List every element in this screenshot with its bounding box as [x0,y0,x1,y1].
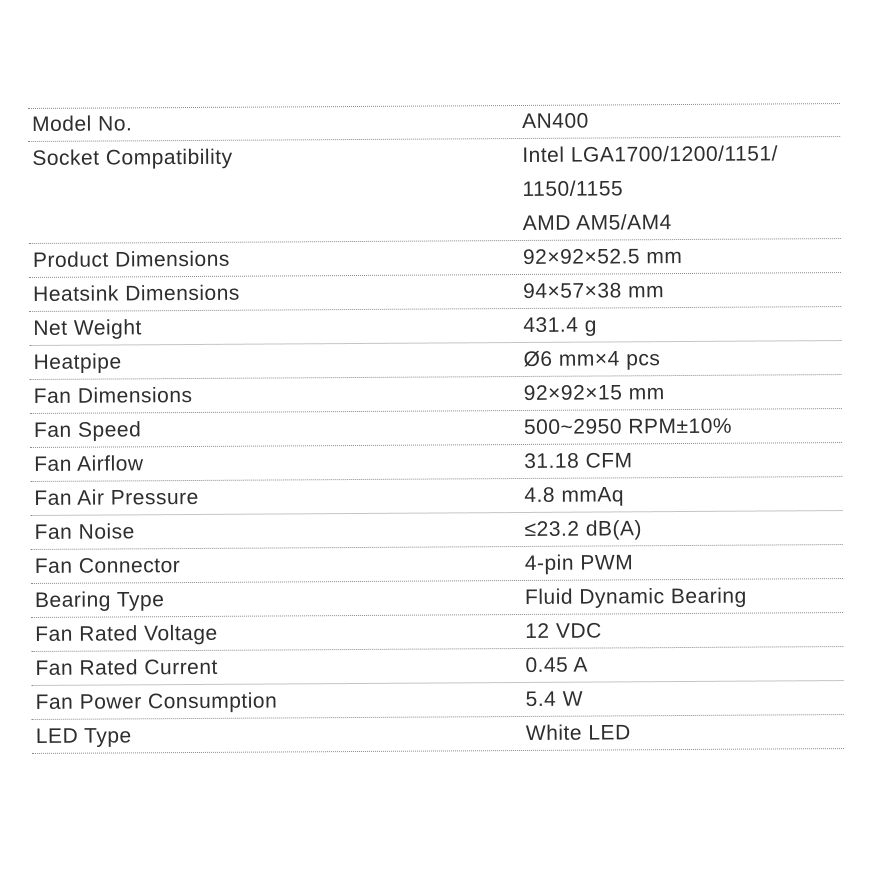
spec-label: LED Type [35,723,132,748]
spec-value: Ø6 mm×4 pcs [523,346,661,371]
spec-value: 4-pin PWM [524,550,634,575]
spec-row-fan-rated-current [31,647,843,686]
spec-label: Fan Rated Voltage [35,621,218,646]
spec-row-heatpipe [29,341,841,380]
spec-label: Fan Connector [34,553,181,578]
spec-value-line: AMD AM5/AM4 [522,211,672,235]
spec-value [522,137,841,241]
spec-label: Heatsink Dimensions [33,281,240,306]
spec-value-line: Intel LGA1700/1200/1151/ [522,142,779,167]
spec-row-fan-air-pressure [30,477,842,516]
spec-value: 31.18 CFM [524,448,633,473]
spec-row-socket-compatibility [28,137,841,244]
spec-row-fan-rated-voltage [31,613,843,652]
spec-label: Product Dimensions [32,247,230,272]
spec-label: Fan Noise [34,519,135,544]
spec-row-model-no [28,103,840,142]
spec-label: Fan Dimensions [33,383,193,408]
spec-value-line: 1150/1155 [522,177,624,201]
spec-value: 92×92×15 mm [523,380,665,405]
spec-row-led-type [32,715,844,754]
spec-value: 12 VDC [525,619,602,643]
spec-row-fan-power-consumption [32,681,844,720]
spec-row-fan-airflow [30,443,842,482]
spec-value: 0.45 A [525,653,589,677]
spec-table [28,103,844,754]
spec-value: White LED [525,720,631,745]
spec-row-fan-dimensions [30,375,842,414]
spec-value: 92×92×52.5 mm [522,244,683,269]
spec-value: 4.8 mmAq [524,482,625,507]
spec-label: Bearing Type [34,587,165,612]
spec-row-fan-connector [31,545,843,584]
spec-row-net-weight [29,307,841,346]
spec-value: ≤23.2 dB(A) [524,516,643,541]
spec-label: Fan Airflow [34,451,144,476]
spec-value: 431.4 g [523,313,597,337]
spec-label: Fan Power Consumption [35,688,278,714]
spec-label: Model No. [32,112,133,136]
spec-value: 500~2950 RPM±10% [523,414,733,439]
spec-label: Fan Speed [33,417,142,442]
spec-row-heatsink-dimensions [29,273,841,312]
spec-label: Net Weight [33,315,142,340]
spec-row-bearing-type [31,579,843,618]
spec-value: AN400 [522,109,589,133]
spec-label: Fan Air Pressure [34,485,199,510]
spec-row-fan-speed [30,409,842,448]
spec-label: Fan Rated Current [35,655,218,680]
spec-label: Heatpipe [33,349,122,374]
spec-value: 5.4 W [525,687,584,711]
spec-row-fan-noise [30,511,842,550]
spec-row-product-dimensions [29,239,841,278]
spec-label: Socket Compatibility [32,145,233,170]
spec-value: Fluid Dynamic Bearing [524,584,747,609]
spec-value: 94×57×38 mm [523,278,665,303]
